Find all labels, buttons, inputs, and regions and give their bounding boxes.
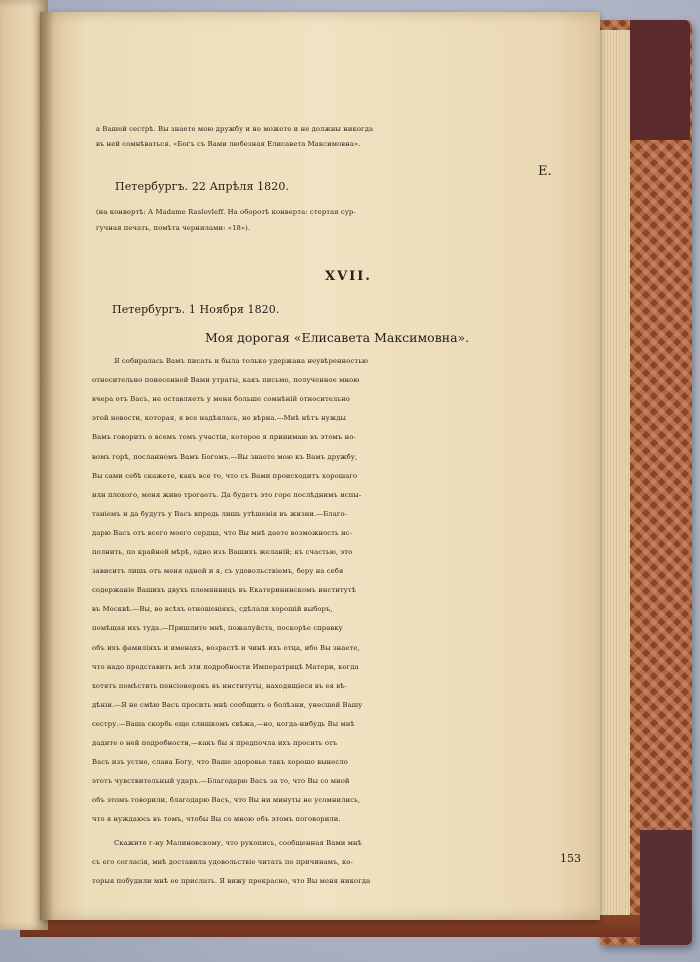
body-line: полнить, по крайней мѣрѣ, одно изъ Вашихъ желаній; къ счастью, это (92, 548, 353, 556)
body-line: съ его согласія, мнѣ доставила удовольствіе читать по причинамъ, ко- (92, 857, 353, 866)
body-line: вомъ горѣ, посланномъ Вамъ Богомъ.—Вы знаете мою къ Вамъ дружбу, (92, 452, 358, 461)
envelope-line-2: гучная печать, помѣта чернилами: «18»). (96, 224, 251, 232)
body-line: объ ихъ фамиліяхъ и именахъ, возрастѣ и чинѣ ихъ отца, ибо Вы знаете, (92, 643, 360, 652)
signature: Е. (538, 164, 552, 179)
body-line: вчера отъ Васъ, не оставляетъ у меня больше сомнѣній относительно (92, 395, 350, 404)
body-line: въ Москвѣ.—Вы, во всѣхъ отношеніяхъ, сдѣлали хорошій выборъ, (92, 605, 333, 614)
body-line: что надо представить всѣ эти подробности Императрицѣ Матери, когда (92, 662, 359, 671)
body-line: торыя побудили мнѣ ее прислать. Я вижу прекрасно, что Вы меня никогда (92, 876, 371, 885)
body-line: этой новости, которая, я все надѣялась, не вѣрна.—Мнѣ нѣтъ нужды (92, 414, 347, 423)
body-line: Васъ изъ устно, слава Богу, что Ваше здоровье такъ хорошо вынесло (92, 758, 348, 767)
cover-corner-bottom (640, 830, 692, 945)
body-line: Вамъ говорить о всемъ томъ участіи, которое я принимаю въ этомъ но- (92, 433, 356, 442)
dateline-1: Петербургъ. 22 Апрѣля 1820. (115, 180, 290, 193)
cover-corner-top (630, 20, 690, 140)
body-line: Вы сами себѣ скажете, какъ все то, что съ Вами происходитъ хорошаго (92, 471, 358, 480)
body-line: сестру.—Ваша скорбь еще слишкомъ свѣжа,—но, когда-нибудь Вы мнѣ (92, 719, 355, 728)
body-line: содержаніе Вашихъ двухъ племянницъ въ Екатерининскомъ институтѣ (92, 586, 356, 595)
body-line: или плохого, меня живо трогаетъ. Да будетъ это горе послѣднимъ испы- (92, 490, 362, 499)
salutation: Моя дорогая «Елисавета Максимовна». (205, 330, 470, 345)
body-line: дарю Васъ отъ всего моего сердца, что Вы мнѣ даете возможность ис- (92, 528, 353, 537)
body-line: относительно понесенной Вами утраты, какъ письмо, полученное мною (92, 376, 360, 385)
section-heading: XVII. (325, 269, 372, 284)
body-line: помѣщая ихъ туда.—Пришлите мнѣ, пожалуйста, поскорѣе справку (92, 624, 343, 633)
body-line: зависитъ лишь отъ меня одной и я, съ удовольствіемъ, беру на себя (92, 567, 344, 576)
page-gutter-shadow (40, 12, 54, 920)
right-page (40, 12, 600, 920)
body-line: Скажите г-ну Малиновскому, что рукопись, сообщенная Вами мнѣ (114, 838, 362, 847)
body-line: дадите о ней подробности,—какъ бы я предпочла ихъ просить отъ (92, 739, 338, 747)
body-line: дѣніи.—Я не смѣю Васъ просить мнѣ сообщить о болѣзни, унесшей Вашу (92, 700, 363, 709)
body-line: таніемъ и да будутъ у Васъ впредь лишь утѣшенія въ жизни.—Благо- (92, 509, 348, 518)
body-line: этотъ чувствительный ударъ.—Благодарю Васъ за то, что Вы со мной (92, 777, 350, 786)
envelope-line-1: (на конвертѣ: A Madame Raslovleff. На оборотѣ конверта: стертая сур- (96, 208, 356, 216)
body-line: хотятъ помѣстить пенсіонерокъ въ институты, находящіеся въ ея вѣ- (92, 681, 347, 690)
body-line: что я нуждаюсь въ томъ, чтобы Вы со мною объ этомъ поговорили. (92, 815, 341, 824)
body-line: Я собиралась Вамъ писать и была только удержана неувѣренностью (114, 357, 369, 365)
top-line-1: а Вашей сестрѣ. Вы знаете мою дружбу и не можете и не должны никогда (96, 125, 374, 133)
page-number: 153 (560, 852, 581, 865)
top-line-2: въ ней сомнѣваться. «Богъ съ Вами любезная Елисавета Максимовна». (96, 140, 361, 148)
body-line: объ этомъ говорили, благодарю Васъ, что Вы ни минуты не усомнились, (92, 796, 361, 805)
dateline-2: Петербургъ. 1 Ноября 1820. (112, 303, 280, 316)
